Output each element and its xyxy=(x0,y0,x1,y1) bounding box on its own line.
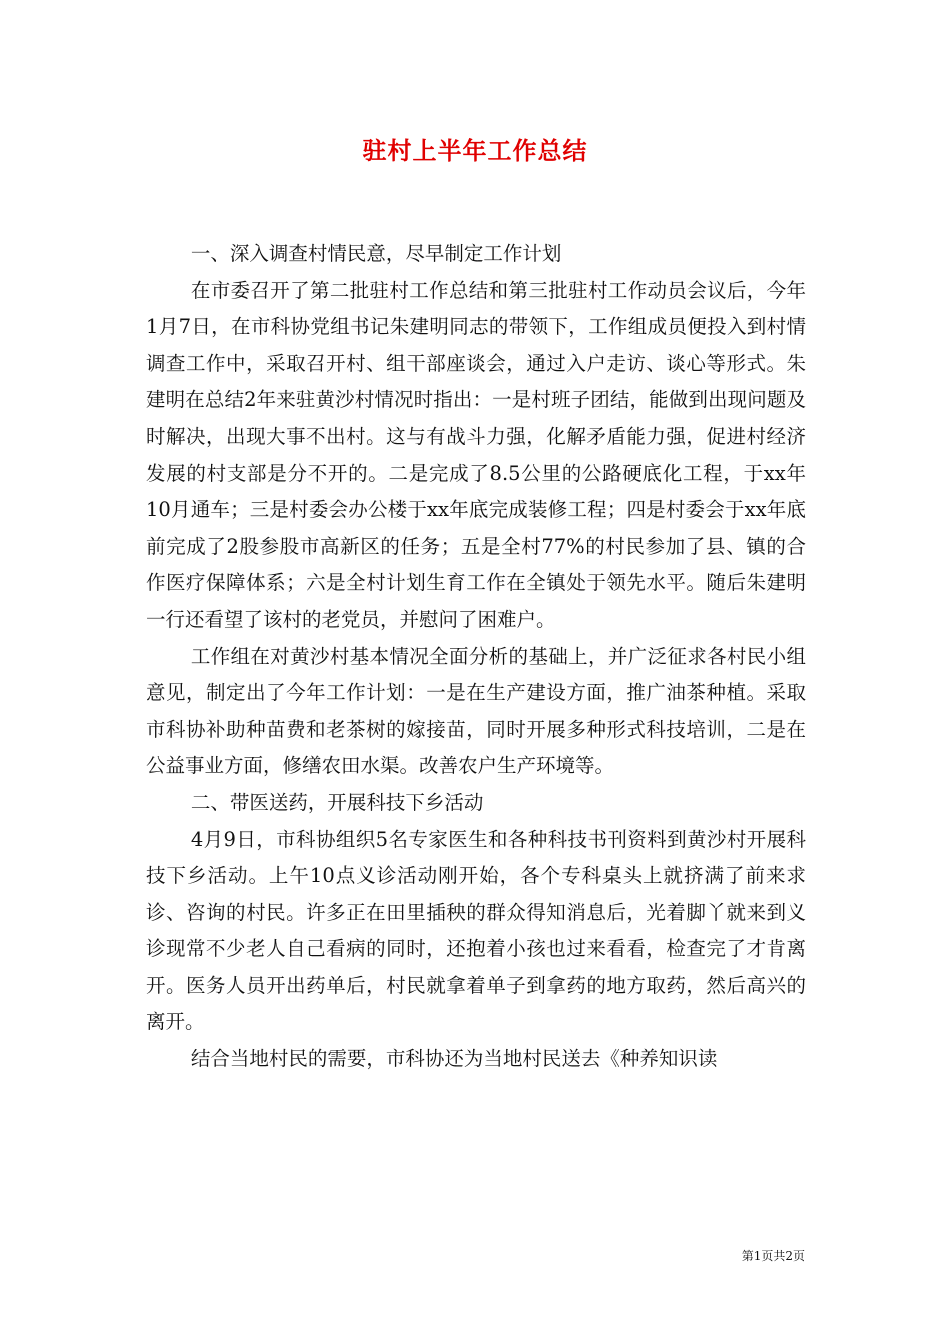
paragraph: 4月9日，市科协组织5名专家医生和各种科技书刊资料到黄沙村开展科技下乡活动。上午10点义诊活动刚开始，各个专科桌头上就挤满了前来求诊、咨询的村民。许多正在田里插秧的群众得知消息后，光着脚丫就来到义诊现常不少老人自己看病的同时，还抱着小孩也过来看看，检查完了才肯离开。医务人员开出药单后，村民就拿着单子到拿药的地方取药，然后高兴的离开。 xyxy=(146,827,806,1034)
document-title: 驻村上半年工作总结 xyxy=(362,136,588,165)
section-heading-1: 一、深入调查村情民意，尽早制定工作计划 xyxy=(190,242,562,265)
page-number: 第1页共2页 xyxy=(741,1249,805,1263)
section-heading-2: 二、带医送药，开展科技下乡活动 xyxy=(190,790,484,814)
document-body xyxy=(146,236,806,1078)
paragraph: 在市委召开了第二批驻村工作总结和第三批驻村工作动员会议后，今年1月7日，在市科协党组书记朱建明同志的带领下，工作组成员便投入到村情调查工作中，采取召开村、组干部座谈会，通过入户走访、谈心等形式。朱建明在总结2年来驻黄沙村情况时指出：一是村班子团结，能做到出现问题及时解决，出现大事不出村。这与有战斗力强，化解矛盾能力强，促进村经济发展的村支部是分不开的。二是完成了8.5公里的公路硬底化工程，于xx年10月通车；三是村委会办公楼于xx年底完成装修工程；四是村委会于xx年底前完成了2股参股市高新区的任务；五是全村77%的村民参加了县、镇的合作医疗保障体系；六是全村计划生育工作在全镇处于领先水平。随后朱建明一行还看望了该村的老党员，并慰问了困难户。 xyxy=(146,278,806,631)
paragraph: 工作组在对黄沙村基本情况全面分析的基础上，并广泛征求各村民小组意见，制定出了今年工作计划：一是在生产建设方面，推广油茶种植。采取市科协补助种苗费和老茶树的嫁接苗，同时开展多种形式科技培训，二是在公益事业方面，修缮农田水渠。改善农户生产环境等。 xyxy=(146,644,806,778)
paragraph: 结合当地村民的需要，市科协还为当地村民送去《种养知识读 xyxy=(190,1047,718,1071)
